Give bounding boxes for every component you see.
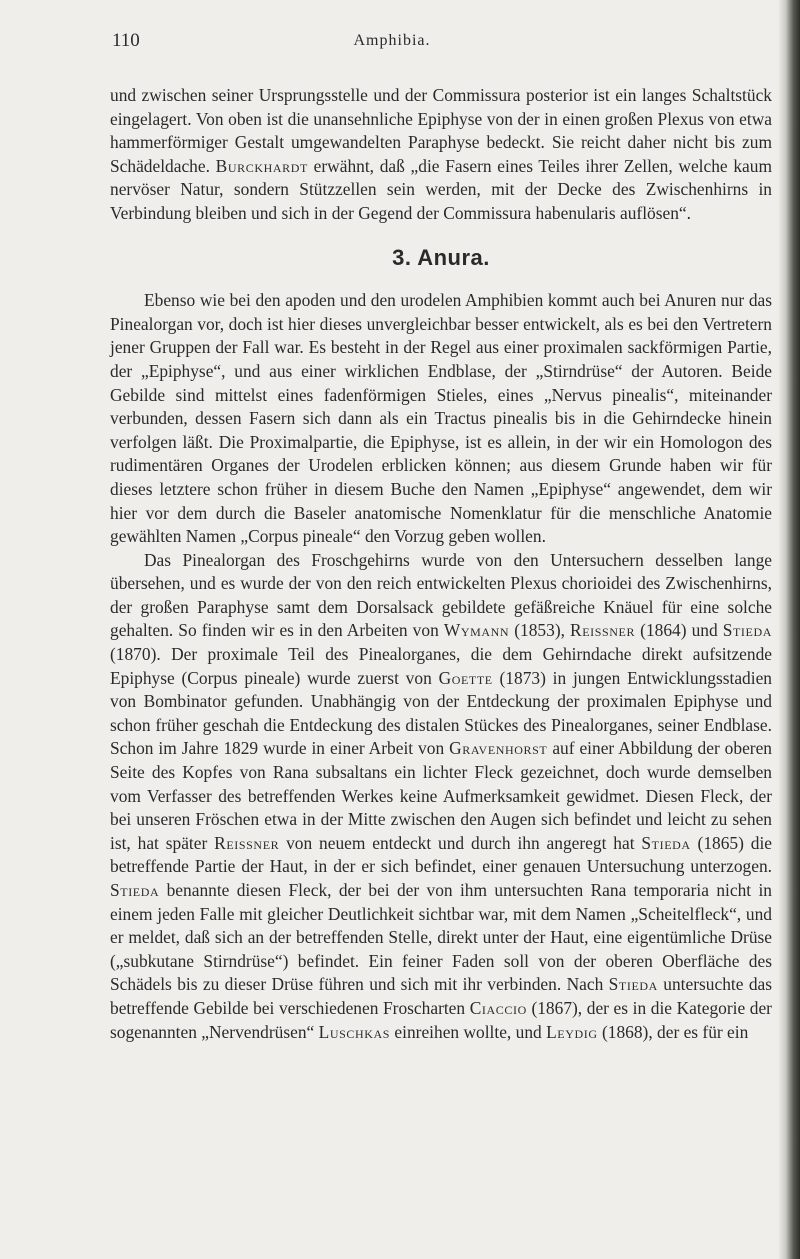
page-edge-shadow: [778, 0, 800, 1259]
text-run: einreihen wollte, und: [390, 1021, 547, 1042]
text-run: (1873) in jungen Entwicklungsstadien von Bombinator gefunden. Unabhängig von der Entdeckung der proximalen Epiphyse und schon früher geschah die Entdeckung des distalen Stückes des Pinealorganes, seiner Endblase. Schon im Jahre 1829 wurde in einer Arbeit von: [110, 667, 772, 759]
text-run: (1865) die betreffende Partie der Haut, in der er sich befindet, einer genauen Untersuchung unterzogen.: [110, 832, 772, 877]
text-run: untersuchte das betreffende Gebilde bei verschiedenen Froscharten: [110, 974, 772, 1018]
author-name: Stieda: [608, 974, 658, 995]
text-run: (1870). Der proximale Teil des Pinealorganes, die dem Gehirndache direkt aufsitzende Epiphyse (Corpus pineale) wurde zuerst von: [110, 644, 772, 688]
paragraph-1-text: und zwischen seiner Ursprungsstelle und der Commissura posterior ist ein langes Schaltstück eingelagert. Von oben ist die unansehnliche Epiphyse von der in einen großen Plexus von etwa hammerförmiger Gestalt umgewandelten Paraphyse bedeckt. Sie reicht daher nicht bis zum Schädeldache.: [110, 85, 772, 176]
paragraph-anura-intro: Ebenso wie bei den apoden und den urodelen Amphibien kommt auch bei Anuren nur das Pinealorgan vor, doch ist hier dieses unvergleichbar besser entwickelt, als es bei den Vertretern jener Gruppen der Fall war. Es besteht in der Regel aus einer proximalen sackförmigen Partie, der „Epiphyse“, und aus einer wirklichen Endblase, der „Stirndrüse“ der Autoren. Beide Gebilde sind mittelst eines fadenförmigen Stieles, eines „Nervus pinealis“, miteinander verbunden, dessen Fasern sich dann als ein Tractus pinealis bis in die Gehirndecke hinein verfolgen läßt. Die Proximalpartie, die Epiphyse, ist es allein, in der wir ein Homologon des rudimentären Organes der Urodelen erblicken können; aus diesem Grunde haben wir für dieses letztere schon früher in diesem Buche den Namen „Epiphyse“ angewendet, dem wir hier vor dem durch die Baseler anatomische Nomenklatur für die menschliche Anatomie gewählten Namen „Corpus pineale“ den Vorzug geben wollen.: [110, 290, 772, 547]
author-name: Wymann: [443, 620, 510, 641]
paragraph-1-text-b: erwähnt, daß „die Fasern eines Teiles ihrer Zellen, welche kaum nervöser Natur, sondern Stützzellen sein werden, mit der Decke des Zwischenhirns in Verbindung bleiben und sich in der Gegend der Commissura habenularis auflösen“.: [110, 155, 772, 223]
running-title: Amphibia.: [353, 32, 431, 49]
paragraph-continuation: [110, 84, 772, 226]
text-run: von neuem entdeckt und durch ihn angeregt hat: [279, 832, 642, 853]
author-name: Stieda: [722, 620, 772, 641]
author-name: Gravenhorst: [449, 738, 548, 759]
author-name: Reissner: [570, 620, 636, 641]
text-run: Das Pinealorgan des Froschgehirns wurde von den Untersuchern desselben lange übersehen, und es wurde der von den reich entwickelten Plexus chorioidei des Zwischenhirns, der großen Paraphyse samt dem Dorsalsack gebildete gefäßreiche Knäuel für eine solche gehalten. So finden wir es in den Arbeiten von: [110, 549, 772, 641]
author-name: Leydig: [546, 1021, 598, 1042]
section-heading: 3. Anura.: [392, 244, 490, 270]
body-text: [110, 84, 772, 1044]
author-name: Burckhardt: [215, 155, 308, 176]
text-run: benannte diesen Fleck, der bei der von ihm untersuchten Rana temporaria nicht in einem jeden Falle mit gleicher Deutlichkeit sichtbar war, mit dem Namen „Scheitelfleck“, und er meldet, daß sich an der betreffenden Stelle, direkt unter der Haut, eine eigentümliche Drüse („subkutane Stirndrüse“) befindet. Ein feiner Faden soll von der oberen Oberfläche des Schädels bis zu dieser Drüse führen und sich mit ihr verbinden. Nach: [110, 880, 772, 995]
paragraph-pinealorgan: [110, 549, 772, 1044]
running-head: [112, 30, 672, 56]
author-name: Luschkas: [318, 1021, 391, 1042]
text-run: (1867), der es in die Kategorie der sogenannten „Nervendrüsen“: [110, 997, 772, 1042]
text-run: auf einer Abbildung der oberen Seite des Kopfes von Rana subsaltans ein lichter Fleck gezeichnet, doch wurde demselben vom Verfasser des betreffenden Werkes keine Aufmerksamkeit gewidmet. Diesen Fleck, der bei unseren Fröschen etwa in der Mitte zwischen den Augen sich befindet und leicht zu sehen ist, hat später: [110, 738, 772, 853]
text-run: (1868), der es für ein: [597, 1021, 749, 1042]
text-run: (1864) und: [635, 620, 723, 641]
author-name: Reissner: [214, 832, 280, 853]
page-number: 110: [112, 30, 140, 51]
author-name: Goette: [438, 667, 493, 688]
text-run: (1853),: [509, 620, 571, 641]
author-name: Stieda: [110, 880, 160, 900]
author-name: Stieda: [641, 832, 691, 853]
author-name: Ciaccio: [469, 997, 527, 1018]
